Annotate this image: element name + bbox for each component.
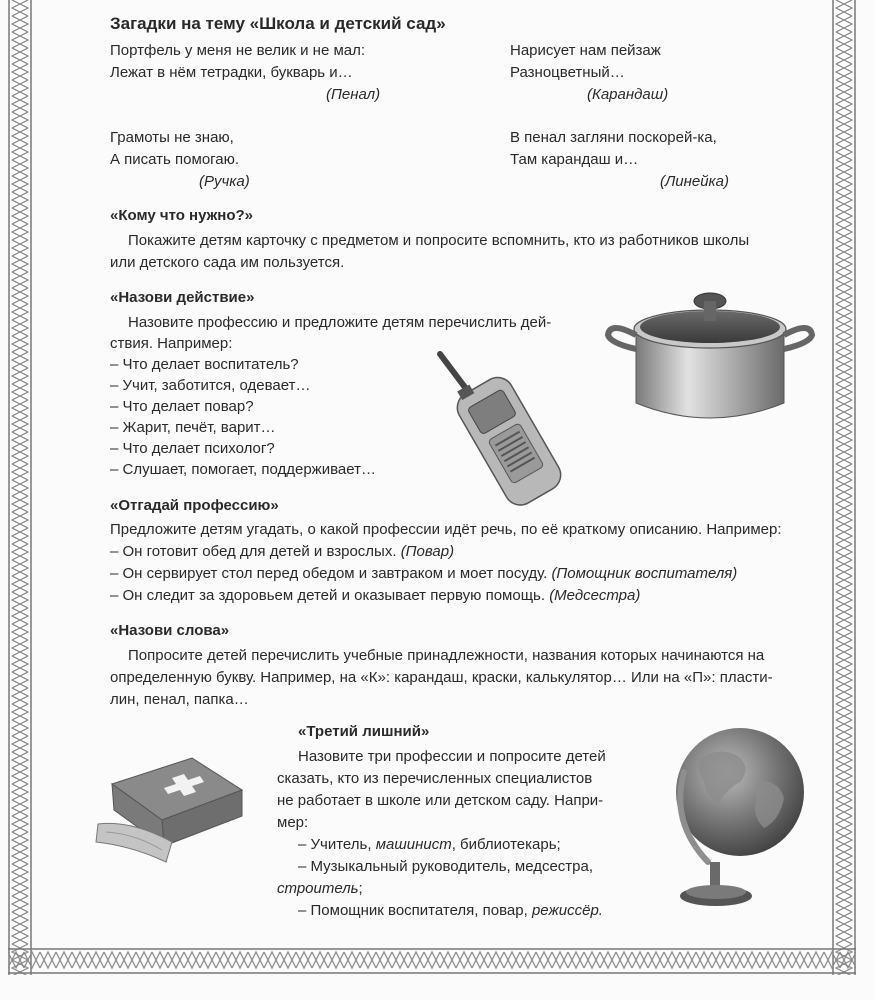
name-words-line-3: лин, пенал, папка… [110, 691, 249, 708]
odd-one-line-4: мер: [277, 814, 309, 831]
name-action-item: – Слушает, помогает, поддерживает… [110, 461, 376, 478]
walkie-talkie-icon [430, 348, 565, 508]
guess-item-answer: (Помощник воспитателя) [551, 565, 738, 582]
guess-item-answer: (Повар) [400, 543, 455, 560]
name-action-item: – Учит, заботится, одевает… [110, 377, 311, 394]
name-action-heading: «Назови действие» [110, 289, 255, 306]
odd-item-answer: режиссёр. [531, 902, 603, 919]
guess-profession-intro: Предложите детям угадать, о какой профессии идёт речь, по её краткому описанию. Например: [110, 521, 782, 538]
odd-one-item [298, 856, 593, 877]
riddle-3-line-2: А писать помогаю. [110, 151, 240, 168]
riddle-2-answer: (Карандаш) [587, 86, 669, 103]
riddle-3-answer: (Ручка) [199, 173, 250, 190]
guess-profession-item [110, 585, 640, 606]
name-action-item: – Жарит, печёт, варит… [110, 419, 276, 436]
riddle-4-line-2: Там карандаш и… [510, 151, 639, 168]
first-aid-kit-icon [92, 750, 252, 870]
riddles-title: Загадки на тему «Школа и детский сад» [110, 14, 446, 33]
odd-item-text: , библиотекарь; [451, 836, 561, 853]
odd-one-line-3: не работает в школе или детском саду. Напри- [277, 792, 604, 809]
who-needs-line-2: или детского сада им пользуется. [110, 254, 345, 271]
cooking-pot-icon [604, 283, 816, 428]
riddle-4-answer: (Линейка) [660, 173, 729, 190]
name-words-line-2: определенную букву. Например, на «К»: карандаш, краски, калькулятор… Или на «П»: пласти- [110, 669, 773, 686]
guess-item-text: – Он готовит обед для детей и взрослых. [110, 543, 397, 560]
guess-item-answer: (Медсестра) [549, 587, 641, 604]
name-words-line-1: Попросите детей перечислить учебные принадлежности, названия которых начинаются на [128, 647, 765, 664]
riddle-1-line-1: Портфель у меня не велик и не мал: [110, 42, 366, 59]
globe-icon [660, 712, 812, 912]
name-words-heading: «Назови слова» [110, 622, 230, 639]
riddle-1-line-2: Лежат в нём тетрадки, букварь и… [110, 64, 353, 81]
riddle-4-line-1: В пенал загляни поскорей-ка, [510, 129, 717, 146]
odd-one-item-cont [277, 878, 363, 899]
guess-item-text: – Он следит за здоровьем детей и оказывает первую помощь. [110, 587, 546, 604]
guess-profession-item [110, 563, 737, 584]
odd-item-answer: строитель [277, 880, 359, 897]
odd-one-line-1: Назовите три профессии и попросите детей [298, 748, 606, 765]
name-action-line-2: ствия. Например: [110, 335, 233, 352]
odd-item-answer: машинист [375, 836, 452, 853]
name-action-line-1: Назовите профессию и предложите детям перечислить дей- [128, 314, 552, 331]
name-action-item: – Что делает психолог? [110, 440, 275, 457]
odd-one-item [298, 900, 603, 921]
guess-profession-item [110, 541, 454, 562]
odd-one-line-2: сказать, кто из перечисленных специалистов [277, 770, 593, 787]
odd-one-item [298, 834, 561, 855]
guess-item-text: – Он сервирует стол перед обедом и завтраком и моет посуду. [110, 565, 548, 582]
riddle-1-answer: (Пенал) [326, 86, 381, 103]
riddle-3-line-1: Грамоты не знаю, [110, 129, 234, 146]
guess-profession-heading: «Отгадай профессию» [110, 497, 279, 514]
who-needs-line-1: Покажите детям карточку с предметом и попросите вспомнить, кто из работников школы [128, 232, 750, 249]
who-needs-heading: «Кому что нужно?» [110, 207, 254, 224]
riddle-2-line-1: Нарисует нам пейзаж [510, 42, 661, 59]
name-action-item: – Что делает воспитатель? [110, 356, 299, 373]
riddle-2-line-2: Разноцветный… [510, 64, 625, 81]
odd-item-text: – Помощник воспитателя, повар, [298, 902, 528, 919]
odd-item-text: – Учитель, [298, 836, 372, 853]
name-action-item: – Что делает повар? [110, 398, 254, 415]
odd-item-text: ; [358, 880, 363, 897]
odd-one-heading: «Третий лишний» [298, 723, 430, 740]
odd-item-text: – Музыкальный руководитель, медсестра, [298, 858, 594, 875]
